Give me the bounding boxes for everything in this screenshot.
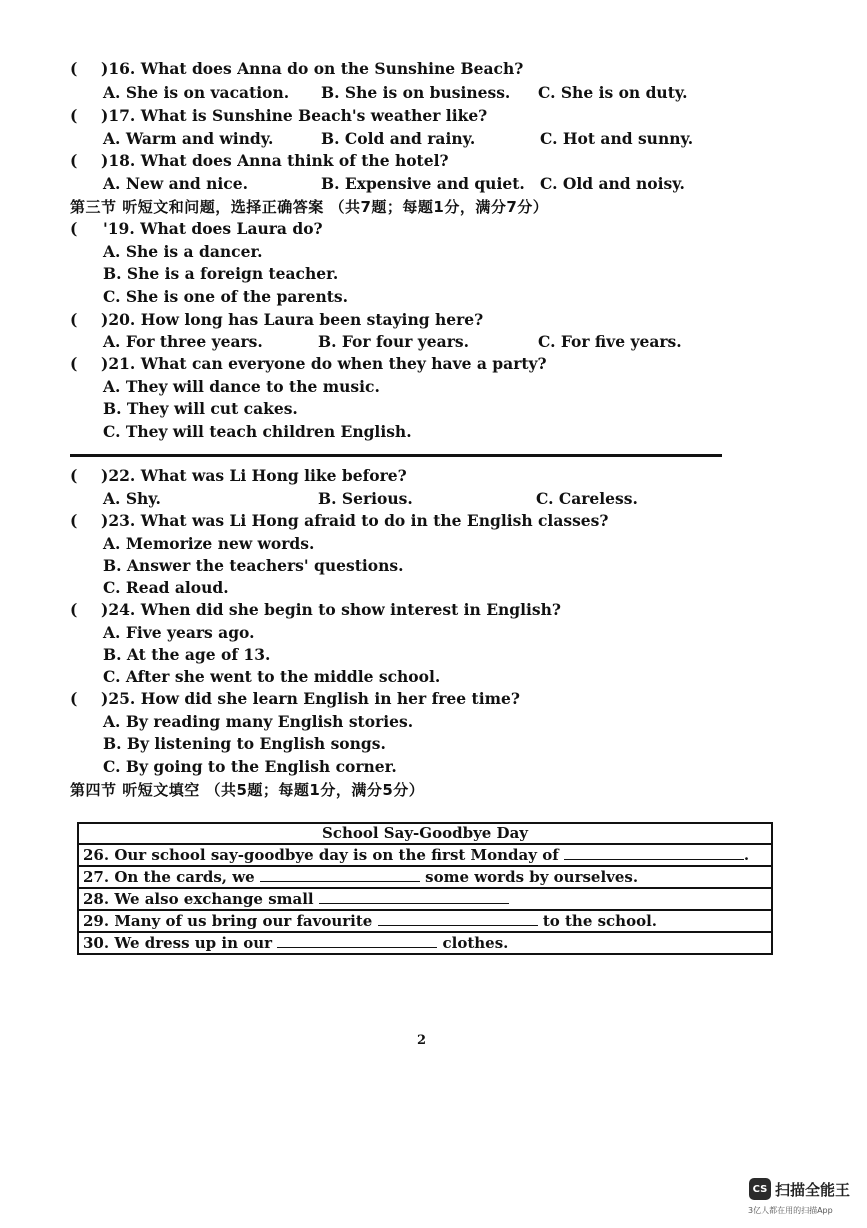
option-17a: A. Warm and windy. bbox=[103, 129, 274, 148]
option-18a: A. New and nice. bbox=[103, 174, 248, 193]
table-title: School Say-Goodbye Day bbox=[78, 823, 772, 844]
answer-blank-26[interactable] bbox=[564, 845, 744, 860]
option-19c: C. She is one of the parents. bbox=[103, 287, 349, 306]
answer-paren: ( bbox=[70, 466, 78, 485]
answer-paren: ( bbox=[70, 219, 78, 238]
answer-blank-27[interactable] bbox=[260, 867, 420, 882]
row-29-text: 29. Many of us bring our favourite bbox=[83, 912, 373, 930]
question-21: )21. What can everyone do when they have a party? bbox=[101, 354, 547, 373]
answer-paren: ( bbox=[70, 59, 78, 78]
question-23: )23. What was Li Hong afraid to do in the English classes? bbox=[101, 511, 609, 530]
option-16a: A. She is on vacation. bbox=[103, 83, 290, 102]
answer-paren: ( bbox=[70, 310, 78, 329]
option-22c: C. Careless. bbox=[536, 489, 638, 508]
option-20a: A. For three years. bbox=[103, 332, 263, 351]
question-20: )20. How long has Laura been staying here? bbox=[101, 310, 484, 329]
option-25b: B. By listening to English songs. bbox=[103, 734, 386, 753]
option-23c: C. Read aloud. bbox=[103, 578, 229, 597]
row-26-end: . bbox=[743, 846, 750, 864]
option-24a: A. Five years ago. bbox=[103, 623, 255, 642]
row-29-end: to the school. bbox=[542, 912, 657, 930]
option-24c: C. After she went to the middle school. bbox=[103, 667, 441, 686]
option-25c: C. By going to the English corner. bbox=[103, 757, 397, 776]
row-27-text: 27. On the cards, we bbox=[83, 868, 255, 886]
answer-paren: ( bbox=[70, 600, 78, 619]
question-17: )17. What is Sunshine Beach's weather like? bbox=[101, 106, 488, 125]
watermark-subtitle: 3亿人都在用的扫描App bbox=[748, 1206, 833, 1215]
watermark-name: 扫描全能王 bbox=[775, 1180, 851, 1199]
row-27-end: some words by ourselves. bbox=[425, 868, 639, 886]
option-17b: B. Cold and rainy. bbox=[321, 129, 476, 148]
option-21a: A. They will dance to the music. bbox=[103, 377, 380, 396]
question-24: )24. When did she begin to show interest in English? bbox=[101, 600, 561, 619]
option-25a: A. By reading many English stories. bbox=[103, 712, 414, 731]
answer-paren: ( bbox=[70, 106, 78, 125]
section3-heading: 第三节 听短文和问题，选择正确答案 （共7题；每题1分，满分7分） bbox=[70, 198, 549, 216]
option-16b: B. She is on business. bbox=[321, 83, 511, 102]
answer-paren: ( bbox=[70, 151, 78, 170]
row-26-text: 26. Our school say-goodbye day is on the first Monday of bbox=[83, 846, 559, 864]
answer-paren: ( bbox=[70, 354, 78, 373]
answer-blank-28[interactable] bbox=[319, 889, 509, 904]
question-18: )18. What does Anna think of the hotel? bbox=[101, 151, 449, 170]
table-row bbox=[78, 844, 772, 866]
table-row bbox=[78, 910, 772, 932]
option-23a: A. Memorize new words. bbox=[103, 534, 315, 553]
option-20b: B. For four years. bbox=[318, 332, 469, 351]
option-18c: C. Old and noisy. bbox=[540, 174, 685, 193]
option-22b: B. Serious. bbox=[318, 489, 413, 508]
row-30-end: clothes. bbox=[442, 934, 509, 952]
option-20c: C. For five years. bbox=[538, 332, 682, 351]
option-23b: B. Answer the teachers' questions. bbox=[103, 556, 404, 575]
fill-in-table bbox=[77, 822, 773, 955]
question-25: )25. How did she learn English in her free time? bbox=[101, 689, 520, 708]
question-16: )16. What does Anna do on the Sunshine Beach? bbox=[101, 59, 524, 78]
question-19: '19. What does Laura do? bbox=[103, 219, 323, 238]
scanner-watermark bbox=[749, 1178, 850, 1200]
option-19b: B. She is a foreign teacher. bbox=[103, 264, 339, 283]
row-28-text: 28. We also exchange small bbox=[83, 890, 314, 908]
page-number: 2 bbox=[417, 1033, 427, 1048]
option-21b: B. They will cut cakes. bbox=[103, 399, 298, 418]
question-22: )22. What was Li Hong like before? bbox=[101, 466, 407, 485]
section-divider bbox=[70, 454, 722, 457]
row-30-text: 30. We dress up in our bbox=[83, 934, 273, 952]
answer-blank-30[interactable] bbox=[277, 933, 437, 948]
option-19a: A. She is a dancer. bbox=[103, 242, 263, 261]
option-24b: B. At the age of 13. bbox=[103, 645, 271, 664]
camscanner-icon: CS bbox=[749, 1178, 771, 1200]
option-21c: C. They will teach children English. bbox=[103, 422, 412, 441]
option-18b: B. Expensive and quiet. bbox=[321, 174, 525, 193]
answer-paren: ( bbox=[70, 689, 78, 708]
option-17c: C. Hot and sunny. bbox=[540, 129, 694, 148]
option-22a: A. Shy. bbox=[103, 489, 161, 508]
answer-blank-29[interactable] bbox=[378, 911, 538, 926]
table-row bbox=[78, 932, 772, 954]
table-row bbox=[78, 888, 772, 910]
answer-paren: ( bbox=[70, 511, 78, 530]
section4-heading: 第四节 听短文填空 （共5题；每题1分，满分5分） bbox=[70, 781, 425, 799]
option-16c: C. She is on duty. bbox=[538, 83, 688, 102]
table-row bbox=[78, 866, 772, 888]
